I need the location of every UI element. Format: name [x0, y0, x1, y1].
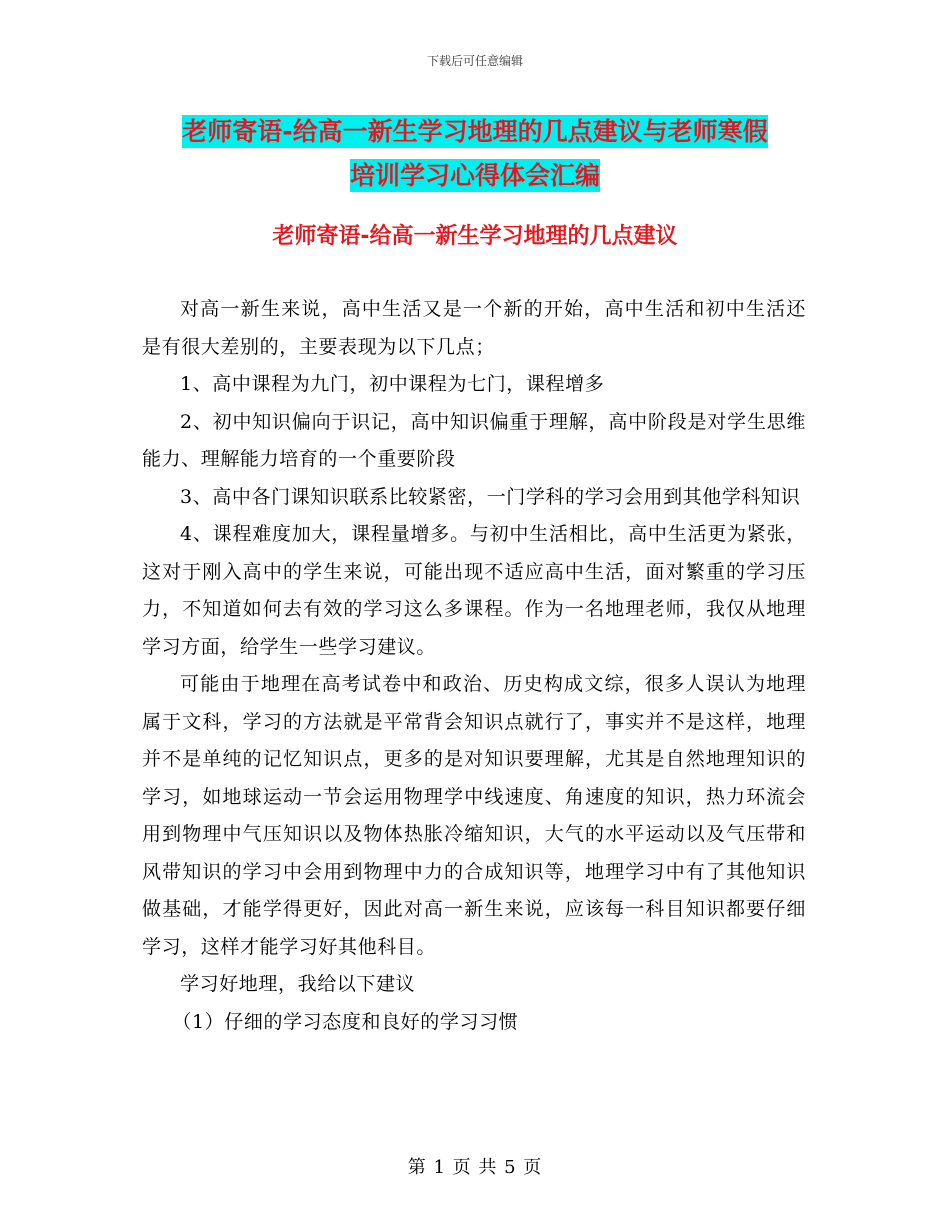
- paragraph-suggestion-intro: 学习好地理，我给以下建议: [180, 973, 416, 995]
- document-title: [0, 110, 950, 198]
- document-title-line-2: 培训学习心得体会汇编: [349, 161, 600, 190]
- paragraph-intro: 对高一新生来说，高中生活又是一个新的开始，高中生活和初中生活还是有很大差别的，主要表现为以下几点；: [142, 298, 806, 358]
- page-header-note: 下载后可任意编辑: [426, 54, 523, 68]
- section-title: 老师寄语-给高一新生学习地理的几点建议: [272, 224, 678, 249]
- paragraph-point-1: 1、高中课程为九门，初中课程为七门，课程增多: [180, 373, 605, 395]
- paragraph-point-2: 2、初中知识偏向于识记，高中知识偏重于理解，高中阶段是对学生思维能力、理解能力培育的一个重要阶段: [142, 410, 806, 470]
- page-number: 第 1 页 共 5 页: [407, 1157, 543, 1178]
- paragraph-suggestion-1: （1）仔细的学习态度和良好的学习习惯: [172, 1010, 519, 1033]
- document-title-line-1: 老师寄语-给高一新生学习地理的几点建议与老师寒假: [182, 117, 768, 146]
- paragraph-point-4: 4、课程难度加大，课程量增多。与初中生活相比，高中生活更为紧张，这对于刚入高中的学生来说，可能出现不适应高中生活，面对繁重的学习压力，不知道如何去有效的学习这么多课程。作为一名地理老师，我仅从地理学习方面，给学生一些学习建议。: [142, 523, 806, 658]
- paragraph-point-3: 3、高中各门课知识联系比较紧密，一门学科的学习会用到其他学科知识: [180, 485, 801, 508]
- paragraph-geography-nature: 可能由于地理在高考试卷中和政治、历史构成文综，很多人误认为地理属于文科，学习的方法就是平常背会知识点就行了，事实并不是这样，地理并不是单纯的记忆知识点，更多的是对知识要理解，尤其是自然地理知识的学习，如地球运动一节会运用物理学中线速度、角速度的知识，热力环流会用到物理中气压知识以及物体热胀冷缩知识，大气的水平运动以及气压带和风带知识的学习中会用到物理中力的合成知识等，地理学习中有了其他知识做基础，才能学得更好，因此对高一新生来说，应该每一科目知识都要仔细学习，这样才能学习好其他科目。: [142, 673, 806, 958]
- document-body: [142, 291, 806, 1041]
